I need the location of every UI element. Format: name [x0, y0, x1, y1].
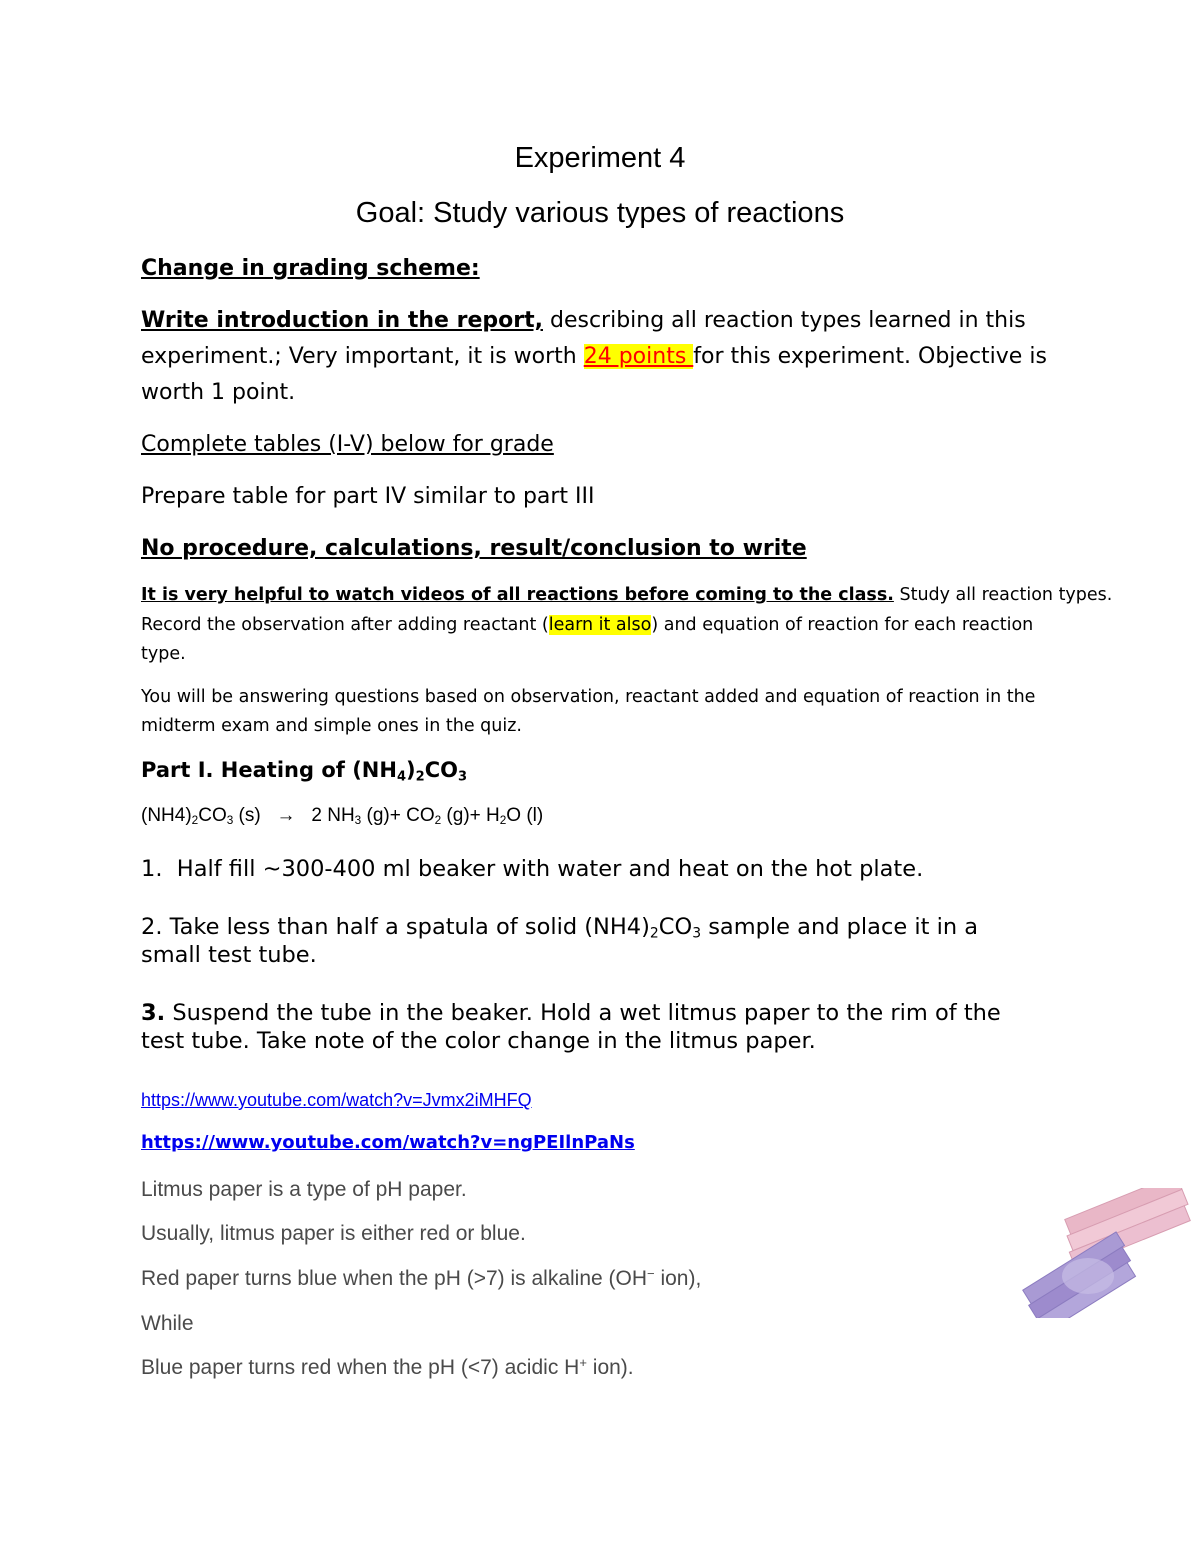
eq-f: O (l)	[506, 805, 544, 826]
eq-d: (g)+ CO	[361, 805, 435, 826]
helpful-line-2a: Record the observation after adding reactant (	[141, 615, 549, 635]
step-3a: Suspend the tube in the beaker. Hold a wet litmus paper to the rim of the	[165, 1000, 1001, 1026]
litmus-line-2: Usually, litmus paper is either red or blue.	[141, 1222, 526, 1245]
document-title: Experiment 4	[514, 142, 686, 174]
answer-line-1: You will be answering questions based on observation, reactant added and equation of reaction in the	[141, 687, 1036, 707]
part1-heading-a: Part I. Heating of (NH	[141, 758, 397, 782]
step-1: 1. Half fill ~300-400 ml beaker with water and heat on the hot plate.	[141, 856, 924, 882]
step-2-line-2: small test tube.	[141, 942, 317, 968]
litmus-line-4: While	[141, 1312, 194, 1335]
part1-heading-b: )	[406, 758, 416, 782]
part1-heading	[141, 758, 468, 785]
litmus-line-3	[141, 1267, 701, 1291]
grading-heading: Change in grading scheme:	[141, 256, 480, 281]
helpful-line-3: type.	[141, 644, 186, 664]
helpful-bold: It is very helpful to watch videos of all reactions before coming to the class.	[141, 585, 894, 605]
complete-tables-note: Complete tables (I-V) below for grade	[141, 432, 554, 457]
intro-line-1	[141, 308, 1026, 333]
intro-rest: describing all reaction types learned in this	[542, 308, 1026, 333]
step-3-line-2: test tube. Take note of the color change in the litmus paper.	[141, 1028, 816, 1054]
litmus-paper-image	[1010, 1188, 1195, 1318]
eq-c: (s) → 2 NH	[233, 805, 355, 826]
reaction-equation	[141, 805, 543, 827]
eq-s2: 3	[226, 813, 234, 827]
eq-s5: 2	[499, 813, 507, 827]
step-2a: 2. Take less than half a spatula of solid (NH4)	[141, 914, 650, 940]
step-2c: sample and place it in a	[701, 914, 979, 940]
prepare-table-note: Prepare table for part IV similar to part III	[141, 484, 595, 509]
eq-a: (NH4)	[141, 805, 192, 826]
answer-line-2: midterm exam and simple ones in the quiz.	[141, 716, 522, 736]
step-2-sub1: 2	[649, 925, 659, 942]
video-link-1[interactable]: https://www.youtube.com/watch?v=Jvmx2iMHFQ	[141, 1090, 532, 1110]
step-2-line-1	[141, 914, 978, 940]
litmus-line-5a: Blue paper turns red when the pH (<7) acidic H	[141, 1356, 580, 1379]
intro-bold: Write introduction in the report,	[141, 308, 543, 333]
intro-line-2b: for this experiment. Objective is	[693, 344, 1047, 369]
eq-s4: 2	[434, 813, 442, 827]
helpful-line-1	[141, 585, 1112, 605]
helpful-rest: Study all reaction types.	[893, 585, 1113, 605]
step-3-number: 3.	[141, 1000, 166, 1026]
litmus-line-5	[141, 1356, 634, 1380]
step-3-line-1	[141, 1000, 1001, 1026]
eq-s3: 3	[354, 813, 362, 827]
litmus-line-1: Litmus paper is a type of pH paper.	[141, 1178, 467, 1201]
step-2b: CO	[658, 914, 693, 940]
intro-line-2a: experiment.; Very important, it is worth	[141, 344, 584, 369]
helpful-line-2	[141, 615, 1033, 635]
points-highlight: 24 points	[583, 344, 694, 369]
litmus-line-3-sup: −	[647, 1265, 655, 1281]
no-procedure-note: No procedure, calculations, result/conclusion to write	[141, 536, 807, 561]
part1-heading-sub3: 3	[457, 769, 468, 785]
litmus-line-5b: ion).	[586, 1356, 634, 1379]
intro-line-2	[141, 344, 1047, 369]
eq-b: CO	[198, 805, 227, 826]
intro-line-3: worth 1 point.	[141, 380, 296, 405]
part1-heading-sub1: 4	[396, 769, 407, 785]
helpful-line-2b: ) and equation of reaction for each reaction	[651, 615, 1034, 635]
litmus-line-3a: Red paper turns blue when the pH (>7) is alkaline (OH	[141, 1267, 648, 1290]
part1-heading-c: CO	[424, 758, 458, 782]
step-2-sub2: 3	[692, 925, 702, 942]
eq-s1: 2	[191, 813, 199, 827]
litmus-line-5-sup: +	[579, 1354, 587, 1370]
part1-heading-sub2: 2	[415, 769, 425, 785]
eq-e: (g)+ H	[441, 805, 500, 826]
document-goal: Goal: Study various types of reactions	[355, 197, 845, 229]
video-link-2[interactable]: https://www.youtube.com/watch?v=ngPEIlnPaNs	[141, 1132, 635, 1153]
learn-it-highlight: learn it also	[548, 615, 652, 635]
litmus-line-3b: ion),	[654, 1267, 702, 1290]
